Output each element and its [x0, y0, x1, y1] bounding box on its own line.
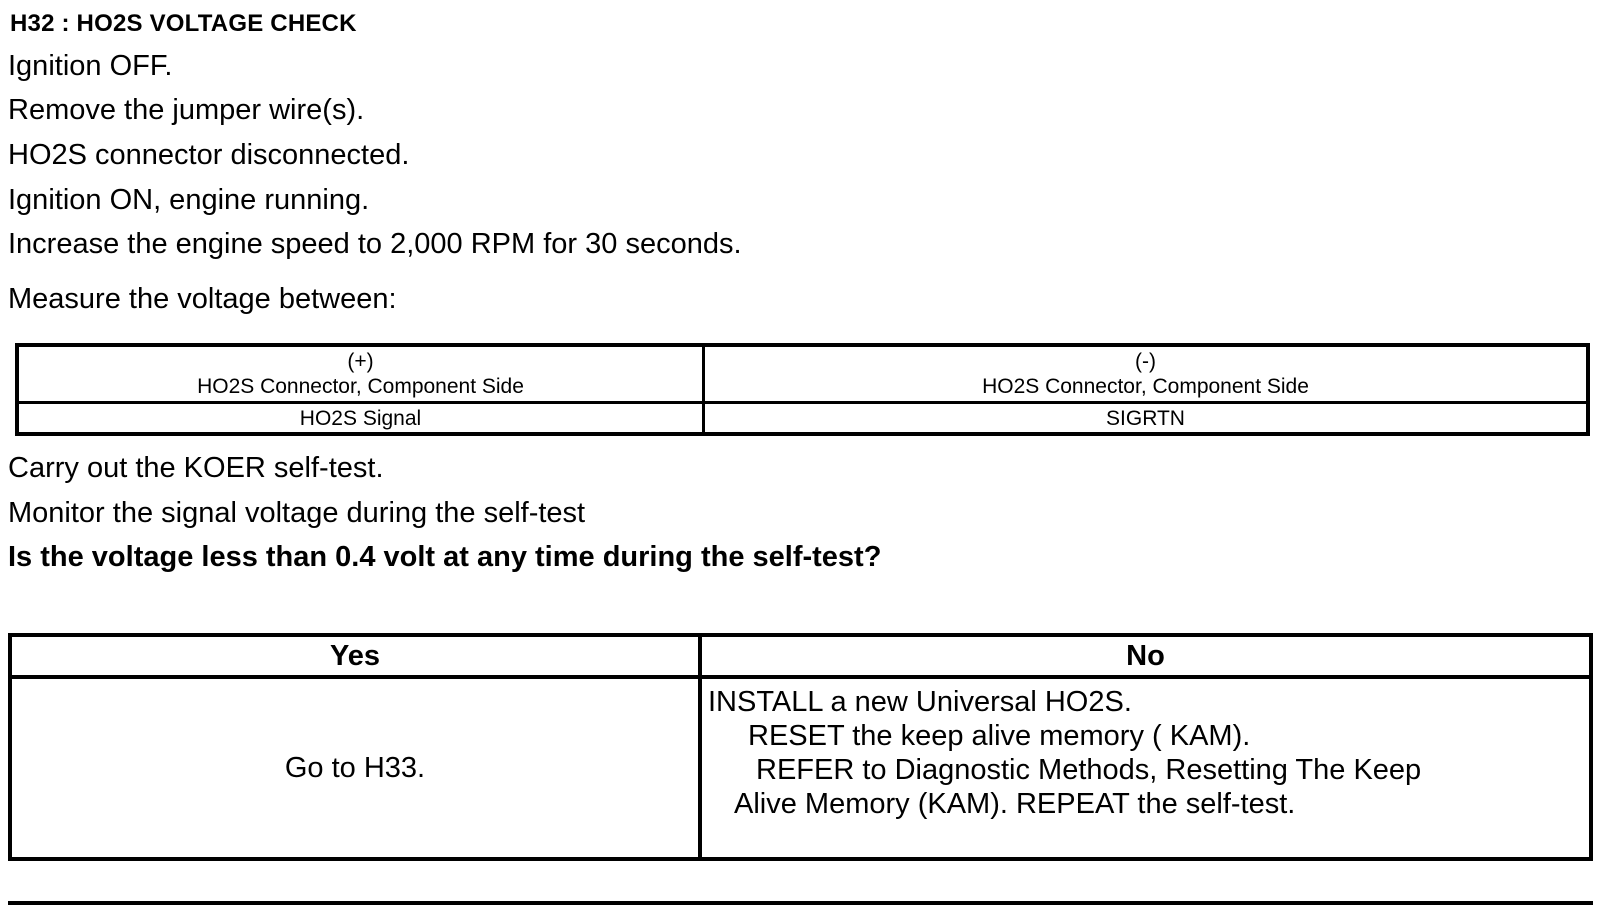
no-action-line-3: REFER to Diagnostic Methods, Resetting The Keep [756, 754, 1422, 786]
no-action-line-4: Alive Memory (KAM). REPEAT the self-test. [734, 788, 1296, 820]
step-measure-voltage: Measure the voltage between: [8, 283, 397, 315]
negative-pin: SIGRTN [704, 403, 1589, 435]
no-action-line-2: RESET the keep alive memory ( KAM). [748, 720, 1251, 752]
measurement-header-row [17, 345, 1588, 403]
positive-pin: HO2S Signal [17, 403, 704, 435]
negative-probe-header [704, 345, 1589, 403]
positive-sign: (+) [347, 350, 374, 373]
step-monitor-voltage: Monitor the signal voltage during the self-test [8, 497, 586, 529]
negative-probe-label: HO2S Connector, Component Side [982, 375, 1309, 398]
measurement-row [17, 403, 1588, 435]
no-header: No [700, 635, 1591, 677]
measurement-table [15, 343, 1590, 436]
yes-action: Go to H33. [10, 677, 700, 859]
positive-probe-header [17, 345, 704, 403]
step-ignition-off: Ignition OFF. [8, 50, 173, 82]
yes-header: Yes [10, 635, 700, 677]
step-koer-self-test: Carry out the KOER self-test. [8, 452, 384, 484]
bottom-divider [8, 901, 1593, 905]
no-action [700, 677, 1591, 859]
step-remove-jumper: Remove the jumper wire(s). [8, 94, 365, 126]
result-action-row [10, 677, 1591, 859]
no-action-line-1: INSTALL a new Universal HO2S. [708, 686, 1132, 718]
step-increase-speed: Increase the engine speed to 2,000 RPM for 30 seconds. [8, 228, 742, 260]
diagnostic-question: Is the voltage less than 0.4 volt at any time during the self-test? [8, 541, 882, 573]
step-connector-disconnected: HO2S connector disconnected. [8, 139, 410, 171]
result-table [8, 633, 1593, 861]
negative-sign: (-) [1135, 350, 1156, 373]
step-ignition-on: Ignition ON, engine running. [8, 184, 370, 216]
result-header-row [10, 635, 1591, 677]
positive-probe-label: HO2S Connector, Component Side [197, 375, 524, 398]
procedure-title: H32 : HO2S VOLTAGE CHECK [10, 10, 357, 37]
